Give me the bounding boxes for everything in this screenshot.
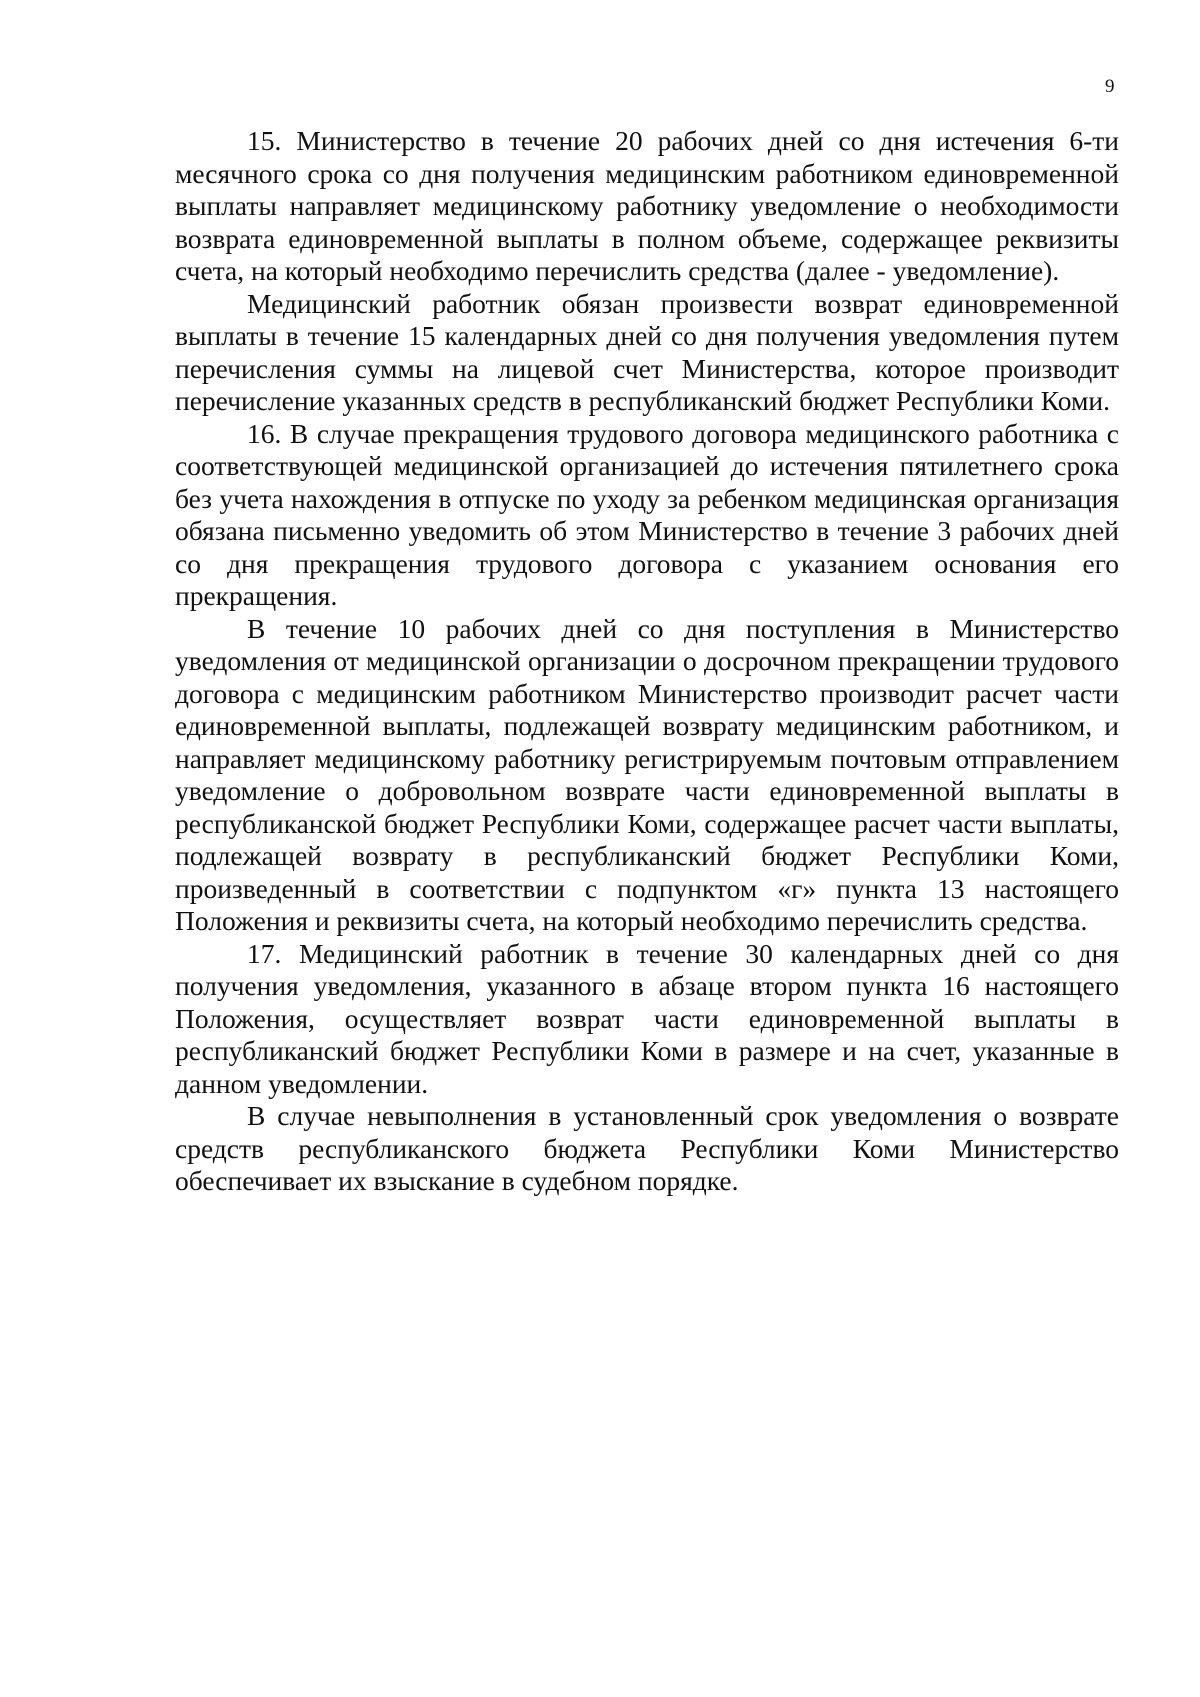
- paragraph-item-15-return: Медицинский работник обязан произвести возврат единовременной выплаты в течение 15 календарных дней со дня получения уведомления путем перечисления суммы на лицевой счет Министерства, которое производит перечисление указанных средств в республиканский бюджет Республики Коми.: [175, 287, 1119, 416]
- document-body: [175, 125, 1119, 1198]
- paragraph-item-17: 17. Медицинский работник в течение 30 календарных дней со дня получения уведомления, указанного в абзаце втором пункта 16 настоящего Положения, осуществляет возврат части единовременной выплаты в республиканский бюджет Республики Коми в размере и на счет, указанные в данном уведомлении.: [175, 937, 1119, 1099]
- paragraph-item-16-calculation: В течение 10 рабочих дней со дня поступления в Министерство уведомления от медицинской организации о досрочном прекращении трудового договора с медицинским работником Министерство производит расчет части единовременной выплаты, подлежащей возврату медицинским работником, и направляет медицинскому работнику регистрируемым почтовым отправлением уведомление о добровольном возврате части единовременной выплаты в республиканской бюджет Республики Коми, содержащее расчет части выплаты, подлежащей возврату в республиканский бюджет Республики Коми, произведенный в соответствии с подпунктом «г» пункта 13 настоящего Положения и реквизиты счета, на который необходимо перечислить средства.: [175, 612, 1119, 936]
- paragraph-item-17-enforcement: В случае невыполнения в установленный срок уведомления о возврате средств республиканского бюджета Республики Коми Министерство обеспечивает их взыскание в судебном порядке.: [175, 1100, 1119, 1196]
- paragraph-item-16: 16. В случае прекращения трудового договора медицинского работника с соответствующей медицинской организацией до истечения пятилетнего срока без учета нахождения в отпуске по уходу за ребенком медицинская организация обязана письменно уведомить об этом Министерство в течение 3 рабочих дней со дня прекращения трудового договора с указанием основания его прекращения.: [175, 417, 1119, 611]
- page-number: 9: [1105, 76, 1115, 97]
- paragraph-item-15: 15. Министерство в течение 20 рабочих дней со дня истечения 6-ти месячного срока со дня получения медицинским работником единовременной выплаты направляет медицинскому работнику уведомление о необходимости возврата единовременной выплаты в полном объеме, содержащее реквизиты счета, на который необходимо перечислить средства (далее - уведомление).: [175, 125, 1119, 286]
